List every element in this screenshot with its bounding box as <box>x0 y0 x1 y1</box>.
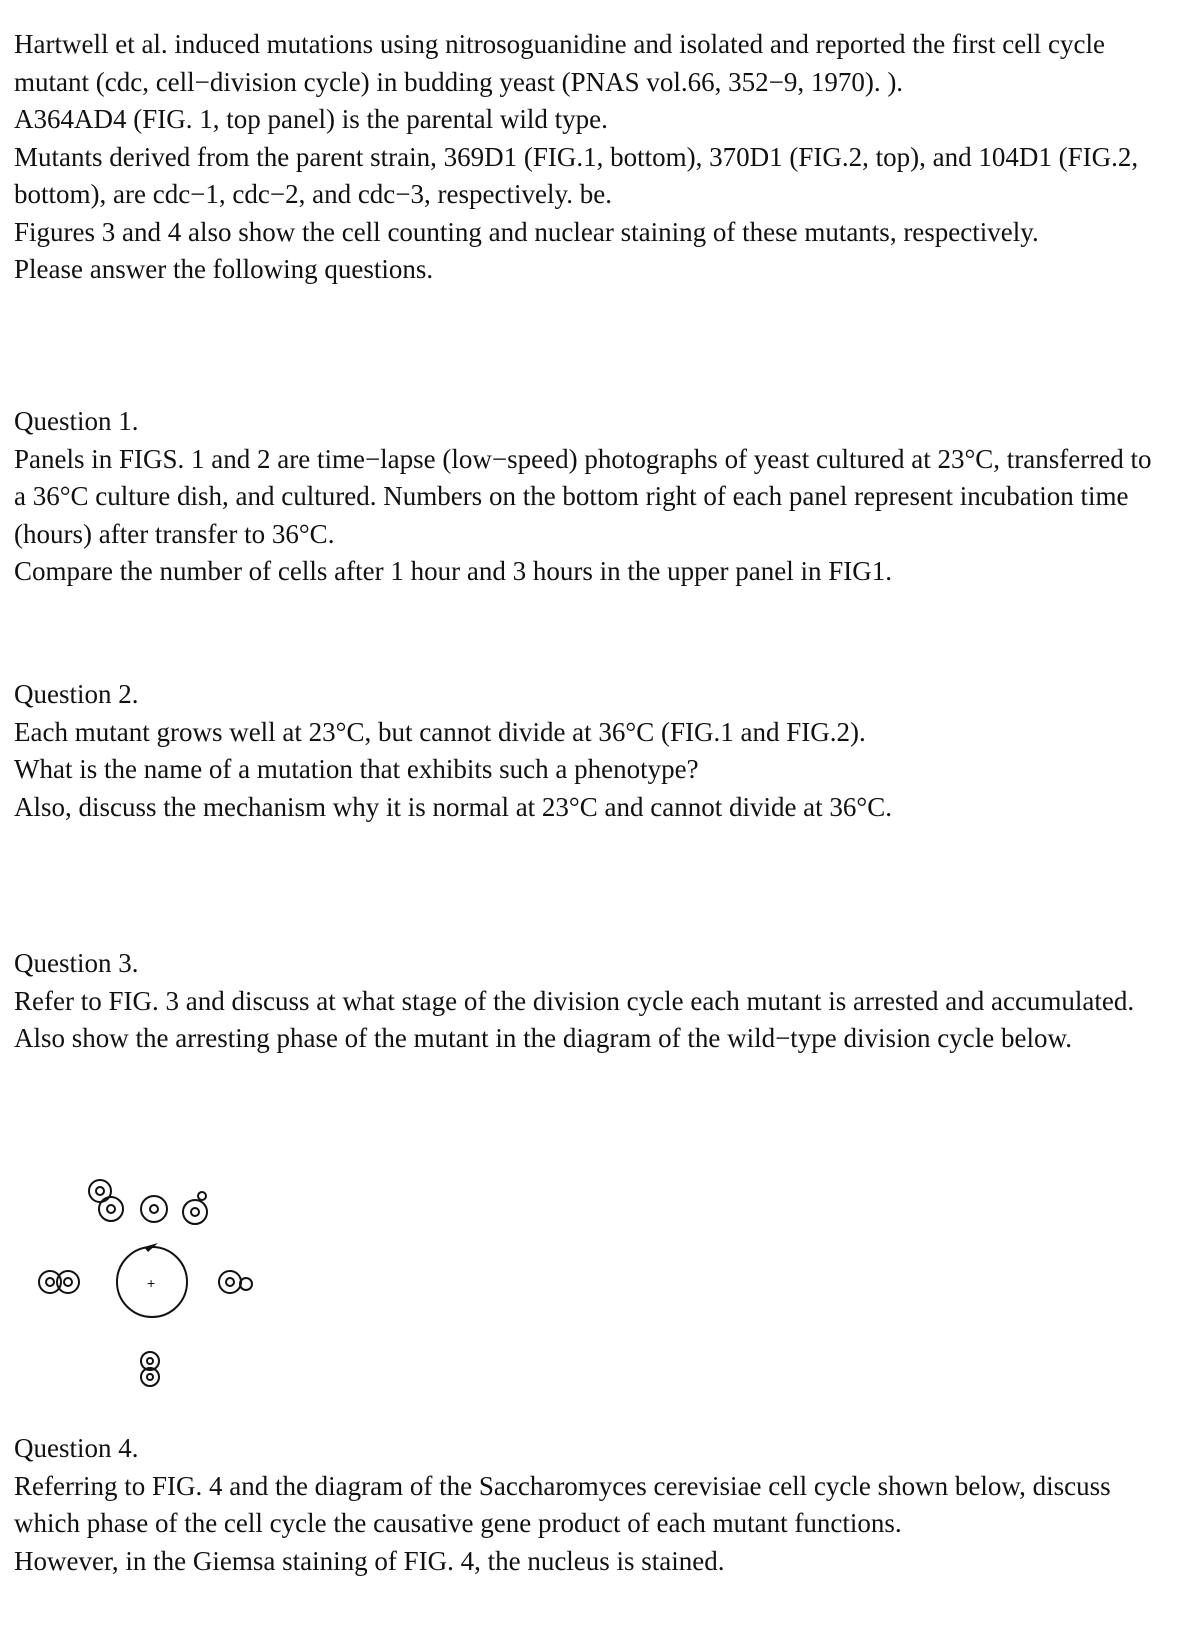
question-1-line-2: Compare the number of cells after 1 hour and 3 hours in the upper panel in FIG1. <box>14 556 893 586</box>
question-2-line-3: Also, discuss the mechanism why it is normal at 23°C and cannot divide at 36°C. <box>14 791 892 822</box>
question-2-line-1: Each mutant grows well at 23°C, but cannot divide at 36°C (FIG.1 and FIG.2). <box>14 716 866 747</box>
cell-cycle-diagram <box>30 1170 270 1410</box>
question-3 <box>14 945 1164 1058</box>
question-4-line-1: Referring to FIG. 4 and the diagram of the Saccharomyces cerevisiae cell cycle shown below, discuss which phase of the cell cycle the causative gene product of each mutant functions. <box>14 1470 1111 1538</box>
intro-line-4: Figures 3 and 4 also show the cell counting and nuclear staining of these mutants, respectively. <box>14 216 1039 247</box>
intro-line-5: Please answer the following questions. <box>14 254 434 284</box>
budded-cell-top-left <box>89 1180 123 1221</box>
double-cell-left <box>39 1271 79 1293</box>
question-2-title: Question 2. <box>14 679 139 709</box>
cell-with-bud-right <box>219 1271 252 1293</box>
question-1-line-1: Panels in FIGS. 1 and 2 are time−lapse (low−speed) photographs of yeast cultured at 23°C, transferred to a 36°C culture dish, and cultured. Numbers on the bottom right of each panel represent incubation time (hours) after transfer to 36°C. <box>14 443 1152 549</box>
question-4-line-2: However, in the Giemsa staining of FIG. 4, the nucleus is stained. <box>14 1545 725 1576</box>
question-3-line-1: Refer to FIG. 3 and discuss at what stage of the division cycle each mutant is arrested and accumulated. <box>14 985 1135 1016</box>
single-cell-top <box>141 1196 167 1222</box>
dividing-cell-bottom <box>141 1352 159 1386</box>
question-2 <box>14 676 1164 826</box>
question-3-line-2: Also show the arresting phase of the mutant in the diagram of the wild−type division cycle below. <box>14 1023 1072 1053</box>
intro-line-1: Hartwell et al. induced mutations using nitrosoguanidine and isolated and reported the first cell cycle mutant (cdc, cell−division cycle) in budding yeast (PNAS vol.66, 352−9, 1970). ). <box>14 29 1105 97</box>
question-1 <box>14 403 1164 591</box>
intro-paragraph <box>14 26 1164 289</box>
intro-line-3: Mutants derived from the parent strain, 369D1 (FIG.1, bottom), 370D1 (FIG.2, top), and 104D1 (FIG.2, bottom), are cdc−1, cdc−2, and cdc−3, respectively. be. <box>14 141 1139 209</box>
question-3-title: Question 3. <box>14 948 139 978</box>
question-1-title: Question 1. <box>14 406 139 436</box>
small-bud-cell-top-right <box>183 1192 207 1224</box>
intro-line-2: A364AD4 (FIG. 1, top panel) is the parental wild type. <box>14 104 608 134</box>
question-4-title: Question 4. <box>14 1433 139 1463</box>
question-4 <box>14 1430 1164 1580</box>
cycle-center-mark: + <box>147 1275 156 1291</box>
question-2-line-2: What is the name of a mutation that exhibits such a phenotype? <box>14 754 699 784</box>
